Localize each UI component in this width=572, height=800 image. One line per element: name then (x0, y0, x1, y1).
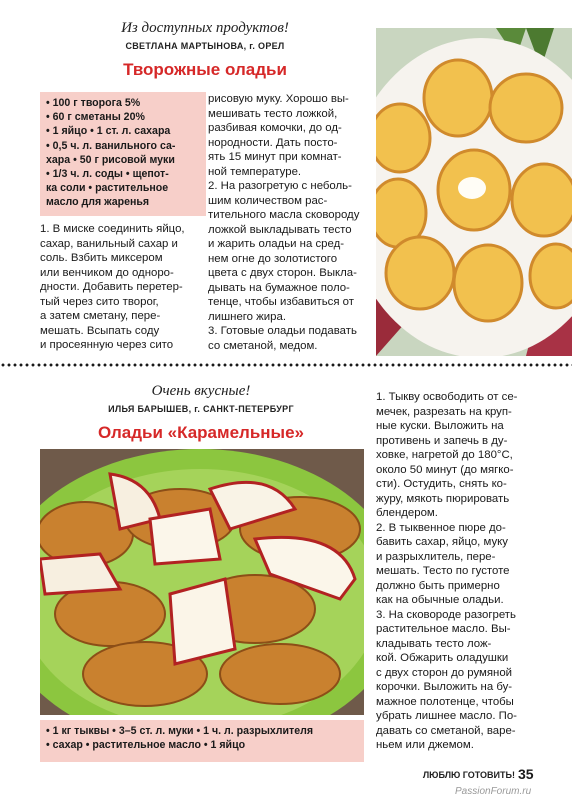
text-line: кой. Обжарить оладушки (376, 652, 509, 664)
recipe2-tagline: Очень вкусные! (151, 383, 251, 399)
text-line: должно быть примерно (376, 579, 500, 592)
text-line: разбивая комочки, до од- (208, 122, 342, 134)
text-line: и разрыхлитель, пере- (376, 550, 496, 563)
text-line: мешивать тесто ложкой, (208, 107, 338, 120)
recipe2-author: ИЛЬЯ БАРЫШЕВ, г. САНКТ-ПЕТЕРБУРГ (108, 404, 294, 414)
recipe1-step1 (40, 222, 202, 353)
text-line: блендером. (376, 507, 438, 519)
caramel-pancakes-photo (40, 449, 364, 715)
section-divider (0, 362, 572, 368)
text-line: около 50 минут (до мягко- (376, 463, 514, 476)
page-number: 35 (518, 766, 534, 782)
footer-magazine: ЛЮБЛЮ ГОТОВИТЬ! (422, 770, 515, 780)
text-line: мешать. Тесто по густоте (376, 565, 510, 577)
ingredient-line: • 0,5 ч. л. ванильного са- (46, 139, 176, 152)
text-line: ять 15 минут при комнат- (208, 151, 342, 163)
watermark: PassionForum.ru (455, 786, 532, 797)
text-line: лишнего жира. (208, 310, 286, 323)
text-line: с двух сторон до румяной (376, 666, 513, 679)
recipe1-steps-column (208, 92, 370, 353)
text-line: журу, мякоть пюрировать (376, 492, 510, 505)
text-line: ньем или джемом. (376, 739, 474, 751)
text-line: тительного масла сковороду (208, 209, 360, 221)
ingredient-line: ка соли • растительное (46, 182, 169, 195)
text-line: и просеянную через сито (40, 339, 174, 351)
text-line: дности. Добавить перетер- (40, 281, 183, 293)
recipe1-tagline: Из доступных продуктов! (121, 20, 289, 36)
text-line: сти). Остудить, снять ко- (376, 478, 507, 490)
text-line: 3. Готовые оладьи подавать (208, 325, 357, 337)
text-line: нем огне до золотистого (208, 252, 338, 265)
text-line: кладывать тесто лож- (376, 637, 492, 650)
text-line: ной температуре. (208, 165, 302, 178)
text-line: соль. Взбить миксером (40, 252, 163, 264)
text-line: противень и запечь в ду- (376, 434, 508, 447)
text-line: мечек, разрезать на круп- (376, 405, 512, 418)
text-line: 3. На сковороде разогреть (376, 608, 516, 621)
text-line: а затем сметану, пере- (40, 310, 161, 322)
pancakes-photo (376, 28, 572, 356)
text-line: давать со сметаной, варе- (376, 724, 516, 737)
recipe2-steps-column (376, 390, 566, 753)
text-line: ные куски. Выложить на (376, 420, 504, 432)
text-line: мажное полотенце, чтобы (376, 695, 514, 708)
text-line: мешать. Всыпать соду (40, 324, 160, 337)
ingredient-line: хара • 50 г рисовой муки (46, 153, 175, 166)
text-line: тый через сито творог, (40, 295, 159, 308)
text-line: сахар, ванильный сахар и (40, 237, 178, 250)
ingredient-line: • 1/3 ч. л. соды • щепот- (46, 168, 169, 181)
text-line: корочки. Выложить на бу- (376, 681, 513, 693)
text-line: и жарить оладьи на сред- (208, 238, 345, 250)
ingredient-line: • 100 г творога 5% (46, 97, 141, 109)
text-line: 2. На разогретую с неболь- (208, 180, 352, 192)
recipe2-title: Оладьи «Карамельные» (98, 423, 304, 442)
text-line: 2. В тыквенное пюре до- (376, 521, 506, 534)
text-line: 1. Тыкву освободить от се- (376, 391, 518, 403)
recipe2-ingredients-box (40, 720, 364, 762)
recipe1-author: СВЕТЛАНА МАРТЫНОВА, г. ОРЕЛ (125, 41, 285, 51)
text-line: рисовую муку. Хорошо вы- (208, 93, 349, 105)
ingredient-line: • 60 г сметаны 20% (46, 111, 145, 124)
ingredient-line: • 1 яйцо • 1 ст. л. сахара (46, 125, 171, 138)
ingredient-line: масло для жаренья (46, 196, 150, 209)
recipe1-ingredients-box (40, 92, 206, 216)
text-line: тенце, чтобы избавиться от (208, 296, 354, 308)
text-line: или венчиком до одноро- (40, 266, 174, 279)
text-line: ховке, нагретой до 180°С, (376, 449, 513, 461)
text-line: нородности. Дать посто- (208, 136, 338, 149)
text-line: бавить сахар, яйцо, муку (376, 536, 508, 548)
text-line: растительное масло. Вы- (376, 623, 511, 635)
text-line: со сметаной, медом. (208, 339, 318, 352)
text-line: ложкой выкладывать тесто (208, 223, 352, 236)
text-line: цвета с двух сторон. Выкла- (208, 267, 357, 279)
text-line: шим количеством рас- (208, 194, 328, 207)
ingredient-line: • 1 кг тыквы • 3–5 ст. л. муки • 1 ч. л. разрыхлителя (46, 725, 313, 737)
text-line: дывать на бумажное поло- (208, 281, 350, 294)
ingredient-line: • сахар • растительное масло • 1 яйцо (46, 739, 246, 752)
text-line: 1. В миске соединить яйцо, (40, 223, 185, 235)
text-line: как на обычные оладьи. (376, 594, 504, 606)
text-line: убрать лишнее масло. По- (376, 710, 517, 722)
recipe1-title: Творожные оладьи (123, 60, 287, 79)
